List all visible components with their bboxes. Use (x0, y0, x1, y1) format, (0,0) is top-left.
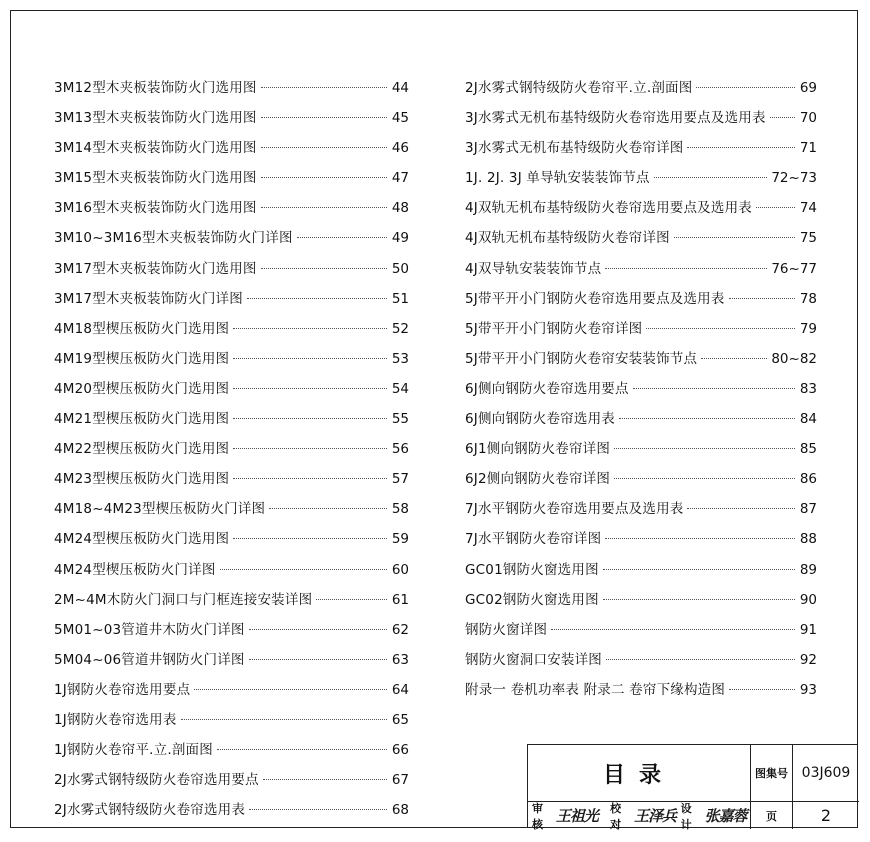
toc-entry-page: 88 (799, 531, 817, 548)
toc-entry-page: 71 (799, 140, 817, 157)
toc-leader-dots (729, 688, 795, 690)
toc-entry-title: 3M12型木夹板装饰防火门选用图 (54, 80, 257, 96)
toc-entry (465, 223, 817, 253)
toc-entry (54, 284, 409, 314)
toc-entry-title: 3M17型木夹板装饰防火门选用图 (54, 260, 257, 277)
toc-leader-dots (261, 86, 387, 88)
review-signature: 王祖光 (555, 807, 598, 825)
toc-entry (465, 344, 817, 374)
toc-entry (54, 464, 409, 494)
toc-entry-title: 6J侧向钢防火卷帘选用表 (465, 411, 615, 428)
toc-entry (465, 73, 817, 103)
toc-entry-page: 49 (391, 230, 409, 247)
toc-entry-page: 76~77 (771, 260, 817, 277)
toc-leader-dots (217, 748, 387, 750)
toc-entry-page: 62 (391, 621, 409, 638)
toc-entry (54, 223, 409, 253)
toc-leader-dots (633, 387, 795, 389)
toc-leader-dots (701, 357, 767, 359)
toc-leader-dots (261, 176, 387, 178)
toc-leader-dots (687, 507, 795, 509)
toc-entry-page: 55 (391, 411, 409, 428)
toc-leader-dots (614, 477, 795, 479)
toc-entry (465, 284, 817, 314)
toc-right-column (465, 73, 817, 705)
toc-entry-page: 75 (799, 230, 817, 247)
toc-entry (465, 133, 817, 163)
toc-entry (54, 765, 409, 795)
review-label: 审核 (532, 801, 543, 831)
toc-leader-dots (606, 658, 795, 660)
toc-entry (54, 735, 409, 765)
toc-entry (465, 615, 817, 645)
toc-entry (465, 374, 817, 404)
toc-entry (54, 163, 409, 193)
toc-leader-dots (261, 146, 387, 148)
atlas-number-label: 图集号 (751, 745, 793, 802)
toc-entry-page: 54 (391, 380, 409, 397)
toc-leader-dots (614, 447, 795, 449)
toc-leader-dots (605, 267, 767, 269)
toc-leader-dots (233, 477, 387, 479)
toc-entry (54, 344, 409, 374)
toc-entry-page: 83 (799, 380, 817, 397)
toc-entry (54, 615, 409, 645)
toc-entry-title: 5J带平开小门钢防火卷帘安装装饰节点 (465, 350, 698, 367)
toc-entry (54, 675, 409, 705)
toc-entry-title: 1J钢防火卷帘选用要点 (54, 681, 191, 698)
toc-entry (465, 434, 817, 464)
toc-entry-title: 1J钢防火卷帘平.立.剖面图 (54, 742, 213, 759)
toc-entry (54, 374, 409, 404)
toc-entry-page: 92 (799, 651, 817, 668)
toc-entry (54, 705, 409, 735)
toc-leader-dots (261, 267, 387, 269)
toc-entry-title: GC01钢防火窗选用图 (465, 561, 599, 578)
toc-entry (54, 795, 409, 825)
toc-entry-page: 45 (391, 110, 409, 127)
toc-entry-title: 附录一 卷机功率表 附录二 卷帘下缘构造图 (465, 681, 726, 698)
page-number: 2 (820, 806, 832, 825)
toc-entry (54, 404, 409, 434)
toc-entry (54, 73, 409, 103)
toc-leader-dots (261, 206, 387, 208)
toc-entry (54, 494, 409, 524)
toc-entry-page: 63 (391, 651, 409, 668)
toc-entry-page: 86 (799, 471, 817, 488)
toc-entry-page: 52 (391, 320, 409, 337)
toc-leader-dots (729, 297, 795, 299)
toc-entry-title: 3M16型木夹板装饰防火门选用图 (54, 200, 257, 217)
toc-entry-title: 5M04~06管道井钢防火门详图 (54, 651, 245, 668)
toc-entry-title: 3J水雾式无机布基特级防火卷帘详图 (465, 140, 684, 157)
toc-entry-title: 4M20型楔压板防火门选用图 (54, 380, 230, 397)
toc-entry-title: 2J水雾式钢特级防火卷帘选用表 (54, 802, 246, 819)
toc-entry-title: 3M15型木夹板装饰防火门选用图 (54, 170, 257, 187)
toc-leader-dots (605, 537, 795, 539)
toc-entry-page: 70 (799, 110, 817, 127)
toc-entry (465, 103, 817, 133)
toc-entry-page: 46 (391, 140, 409, 157)
toc-entry (54, 103, 409, 133)
toc-leader-dots (220, 568, 387, 570)
check-label: 校对 (610, 801, 622, 831)
toc-entry-page: 69 (799, 80, 817, 96)
toc-entry-title: GC02钢防火窗选用图 (465, 591, 599, 608)
toc-entry (54, 555, 409, 585)
toc-entry-page: 53 (391, 350, 409, 367)
toc-entry-title: 7J水平钢防火卷帘选用要点及选用表 (465, 501, 684, 518)
design-signature: 张嘉蓉 (704, 807, 747, 825)
toc-leader-dots (756, 206, 795, 208)
toc-entry-title: 6J1侧向钢防火卷帘详图 (465, 441, 611, 458)
toc-entry-title: 1J钢防火卷帘选用表 (54, 711, 177, 728)
toc-entry (465, 524, 817, 554)
toc-entry-title: 4J双轨无机布基特级防火卷帘选用要点及选用表 (465, 200, 752, 217)
toc-leader-dots (654, 176, 768, 178)
toc-leader-dots (297, 236, 387, 238)
atlas-number: 03J609 (793, 745, 859, 802)
toc-entry-title: 4M21型楔压板防火门选用图 (54, 411, 230, 428)
signature-row (528, 802, 751, 829)
toc-entry-page: 50 (391, 260, 409, 277)
toc-entry-page: 58 (391, 501, 409, 518)
toc-leader-dots (551, 628, 795, 630)
toc-entry (54, 524, 409, 554)
toc-entry-title: 4M18~4M23型楔压板防火门详图 (54, 501, 266, 518)
toc-leader-dots (233, 447, 387, 449)
toc-entry-page: 48 (391, 200, 409, 217)
toc-entry-title: 钢防火窗洞口安装详图 (465, 651, 602, 668)
toc-entry-page: 56 (391, 441, 409, 458)
toc-entry-title: 7J水平钢防火卷帘详图 (465, 531, 602, 548)
toc-entry-title: 1J. 2J. 3J 单导轨安装装饰节点 (465, 170, 650, 187)
toc-entry (465, 254, 817, 284)
toc-leader-dots (696, 86, 795, 88)
title-block (527, 744, 858, 831)
toc-entry-title: 5J带平开小门钢防火卷帘详图 (465, 320, 643, 337)
toc-entry-page: 79 (799, 320, 817, 337)
toc-entry (465, 314, 817, 344)
toc-entry-title: 2J水雾式钢特级防火卷帘平.立.剖面图 (465, 80, 693, 96)
toc-entry (54, 434, 409, 464)
toc-leader-dots (233, 537, 387, 539)
check-signature: 王泽兵 (633, 807, 676, 825)
toc-entry-title: 6J侧向钢防火卷帘选用要点 (465, 380, 629, 397)
toc-entry-page: 51 (391, 290, 409, 307)
toc-entry (465, 675, 817, 705)
toc-leader-dots (233, 327, 387, 329)
toc-entry-title: 4M24型楔压板防火门详图 (54, 561, 216, 578)
toc-entry-page: 68 (391, 802, 409, 819)
toc-entry-page: 78 (799, 290, 817, 307)
toc-entry-page: 44 (391, 80, 409, 96)
toc-entry-title: 3M13型木夹板装饰防火门选用图 (54, 110, 257, 127)
toc-entry-page: 59 (391, 531, 409, 548)
toc-entry-page: 64 (391, 681, 409, 698)
toc-entry-page: 67 (391, 772, 409, 789)
toc-entry-title: 4M18型楔压板防火门选用图 (54, 320, 230, 337)
toc-entry-title: 钢防火窗详图 (465, 621, 548, 638)
toc-leader-dots (619, 417, 795, 419)
toc-entry (465, 163, 817, 193)
toc-entry (465, 404, 817, 434)
toc-entry-title: 4J双导轨安装装饰节点 (465, 260, 602, 277)
toc-leader-dots (603, 568, 795, 570)
toc-entry (465, 555, 817, 585)
toc-entry (465, 193, 817, 223)
toc-entry-page: 90 (799, 591, 817, 608)
toc-entry-title: 3J水雾式无机布基特级防火卷帘选用要点及选用表 (465, 110, 766, 127)
toc-entry-title: 4M24型楔压板防火门选用图 (54, 531, 230, 548)
toc-entry-page: 89 (799, 561, 817, 578)
toc-entry (54, 254, 409, 284)
toc-entry-title: 4M19型楔压板防火门选用图 (54, 350, 230, 367)
toc-leader-dots (194, 688, 387, 690)
toc-entry-title: 6J2侧向钢防火卷帘详图 (465, 471, 611, 488)
toc-entry-page: 85 (799, 441, 817, 458)
toc-leader-dots (181, 718, 387, 720)
toc-leader-dots (249, 628, 387, 630)
toc-left-column (54, 73, 409, 825)
toc-entry (465, 645, 817, 675)
toc-entry-title: 4M22型楔压板防火门选用图 (54, 441, 230, 458)
toc-leader-dots (233, 387, 387, 389)
toc-leader-dots (233, 417, 387, 419)
toc-entry (54, 645, 409, 675)
toc-entry (465, 464, 817, 494)
toc-entry-title: 4M23型楔压板防火门选用图 (54, 471, 230, 488)
toc-entry-title: 3M17型木夹板装饰防火门详图 (54, 290, 243, 307)
document-title: 目录 (528, 745, 751, 802)
toc-entry (54, 133, 409, 163)
toc-entry-page: 47 (391, 170, 409, 187)
toc-leader-dots (249, 808, 387, 810)
toc-leader-dots (674, 236, 795, 238)
toc-entry-title: 2M~4M木防火门洞口与门框连接安装详图 (54, 591, 313, 608)
toc-entry-page: 61 (391, 591, 409, 608)
toc-entry-page: 60 (391, 561, 409, 578)
toc-entry-page: 80~82 (771, 350, 817, 367)
toc-entry-page: 66 (391, 742, 409, 759)
toc-entry-page: 57 (391, 471, 409, 488)
toc-leader-dots (233, 357, 387, 359)
toc-entry-title: 4J双轨无机布基特级防火卷帘详图 (465, 230, 670, 247)
toc-entry-title: 3M14型木夹板装饰防火门选用图 (54, 140, 257, 157)
toc-leader-dots (316, 598, 387, 600)
toc-entry-page: 91 (799, 621, 817, 638)
toc-entry-title: 5M01~03管道井木防火门详图 (54, 621, 245, 638)
toc-entry-page: 87 (799, 501, 817, 518)
toc-leader-dots (770, 116, 795, 118)
toc-entry-page: 65 (391, 711, 409, 728)
toc-entry-page: 93 (799, 681, 817, 698)
page-label: 页 (751, 802, 793, 829)
toc-entry (54, 585, 409, 615)
toc-entry (54, 314, 409, 344)
toc-entry (465, 494, 817, 524)
toc-leader-dots (247, 297, 387, 299)
toc-leader-dots (687, 146, 795, 148)
toc-entry-page: 84 (799, 411, 817, 428)
design-label: 设计 (680, 801, 692, 831)
toc-leader-dots (263, 778, 387, 780)
toc-entry-page: 74 (799, 200, 817, 217)
toc-leader-dots (646, 327, 795, 329)
toc-entry-title: 3M10~3M16型木夹板装饰防火门详图 (54, 230, 293, 247)
toc-leader-dots (269, 507, 387, 509)
toc-entry-title: 2J水雾式钢特级防火卷帘选用要点 (54, 772, 259, 789)
toc-leader-dots (603, 598, 795, 600)
toc-entry-page: 72~73 (771, 170, 817, 187)
toc-entry (465, 585, 817, 615)
toc-leader-dots (249, 658, 387, 660)
toc-entry (54, 193, 409, 223)
toc-leader-dots (261, 116, 387, 118)
toc-entry-title: 5J带平开小门钢防火卷帘选用要点及选用表 (465, 290, 725, 307)
